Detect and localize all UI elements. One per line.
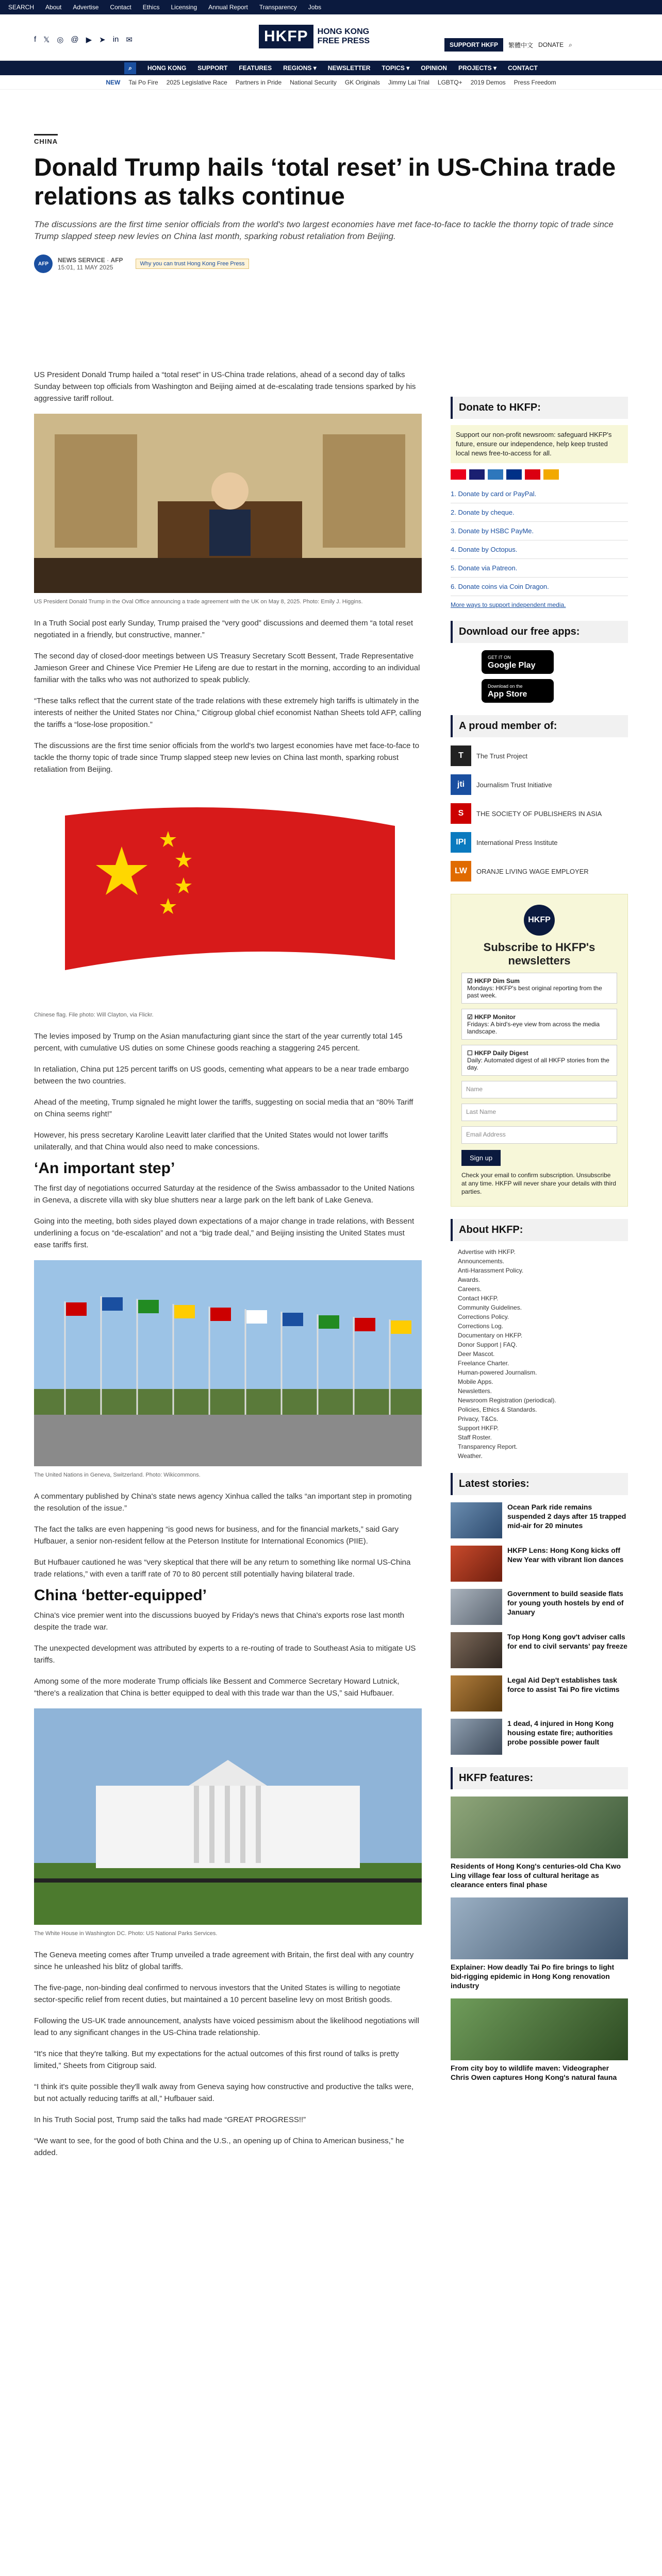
paragraph: Going into the meeting, both sides played down expectations of a major change in trade relations, with Bessent underlining a focus on “de-escalation” and not a “big trade deal,” and Beijing insisting the United States must ease tariffs first. xyxy=(34,1217,415,1249)
latest-story[interactable]: Government to build seaside flats for young youth hostels by end of January xyxy=(451,1589,628,1625)
trending-link[interactable]: National Security xyxy=(290,78,337,86)
newsletter-logo: HKFP xyxy=(524,905,555,936)
latest-story[interactable]: 1 dead, 4 injured in Hong Kong housing estate fire; authorities probe possible power fault xyxy=(451,1719,628,1755)
feature-story[interactable]: Explainer: How deadly Tai Po fire brings to light bid-rigging epidemic in Hong Kong renovation industry xyxy=(451,1897,628,1990)
photo-caption: Chinese flag. File photo: Will Clayton, via Flickr. xyxy=(34,1012,154,1018)
trending-bar xyxy=(0,75,662,90)
support-hkfp-button[interactable]: SUPPORT HKFP xyxy=(444,38,503,52)
newsletter-option[interactable]: ☑ HKFP Dim Sum Mondays: HKFP's best original reporting from the past week. xyxy=(461,973,617,1004)
threads-icon[interactable]: @ xyxy=(71,35,79,44)
donate-option[interactable]: 3. Donate by HSBC PayMe. xyxy=(451,522,628,540)
paragraph: Following the US-UK trade announcement, analysts have voiced pessimism about the likelihood negotiations will lead to any significant changes in the US-China trade relationship. xyxy=(34,2016,420,2037)
linkedin-icon[interactable]: in xyxy=(112,35,119,44)
member-jti[interactable]: jti Journalism Trust Initiative xyxy=(451,774,628,795)
member-ipi[interactable]: IPI International Press Institute xyxy=(451,832,628,853)
facebook-icon[interactable]: f xyxy=(34,35,37,44)
paragraph: A commentary published by China's state news agency Xinhua called the talks “an important step in promoting the resolution of the issue.” xyxy=(34,1492,412,1513)
about-link[interactable]: Privacy, T&Cs. xyxy=(458,1415,499,1422)
paragraph: Ahead of the meeting, Trump signaled he might lower the tariffs, suggesting on social media that an “80% Tariff on China seems right!” xyxy=(34,1098,413,1118)
un-geneva-illustration xyxy=(34,1260,422,1466)
top-link[interactable]: Ethics xyxy=(142,4,160,11)
paragraph: The five-page, non-binding deal confirmed to nervous investors that the United States is willing to negotiate sector-specific relief from recent duties, but maintained a 10 percent baseline levy on most British goods. xyxy=(34,1984,401,2004)
youtube-icon[interactable]: ▶ xyxy=(86,36,92,44)
top-link[interactable]: Annual Report xyxy=(208,4,248,11)
about-link[interactable]: Freelance Charter. xyxy=(458,1360,509,1367)
author-avatar: AFP xyxy=(34,255,53,273)
paragraph: The second day of closed-door meetings between US Treasury Secretary Scott Bessent, Trade Representative Jamieson Greer and Chinese Vice Premier He Lifeng are due to restart in the morning, according to an individual familiar with the talks who was not authorized to speak publicly. xyxy=(34,652,420,684)
donate-option[interactable]: 5. Donate via Patreon. xyxy=(451,559,628,578)
photo-caption: US President Donald Trump in the Oval Office announcing a trade agreement with the UK on May 8, 2025. Photo: Emily J. Higgins. xyxy=(34,599,363,605)
agency-name: AFP xyxy=(110,257,123,264)
chinese-flag-illustration xyxy=(34,785,422,1006)
social-links xyxy=(34,35,133,44)
about-link[interactable]: Staff Roster. xyxy=(458,1434,492,1441)
feature-image xyxy=(451,1998,628,2060)
about-link[interactable]: Announcements. xyxy=(458,1258,505,1265)
paragraph: However, his press secretary Karoline Leavitt later clarified that the United States would not lower tariffs unilaterally, and that China would also need to make concessions. xyxy=(34,1131,388,1151)
octopus-icon xyxy=(543,469,559,480)
top-link[interactable]: SEARCH xyxy=(8,4,35,11)
masthead xyxy=(0,14,662,61)
search-icon[interactable]: ⌕ xyxy=(569,41,572,48)
sidebar xyxy=(451,397,628,2094)
about-link[interactable]: Mobile Apps. xyxy=(458,1378,493,1385)
photo-white-house xyxy=(34,1708,422,1925)
search-icon[interactable]: ⌕ xyxy=(124,62,136,74)
article-standfirst: The discussions are the first time senior officials from the world's two largest economies have met face-to-face to tackle the thorny topic of trade since Trump slapped steep new levies on China last month, sparking robust retaliation from Beijing. xyxy=(34,219,614,241)
article-title: Donald Trump hails ‘total reset’ in US-China trade relations as talks continue xyxy=(34,154,616,210)
latest-story[interactable]: Ocean Park ride remains suspended 2 days after 15 trapped mid-air for 20 minutes xyxy=(451,1502,628,1538)
feature-story[interactable]: From city boy to wildlife maven: Videographer Chris Owen captures Hong Kong's natural fauna xyxy=(451,1998,628,2082)
paragraph: “I think it's quite possible they'll walk away from Geneva saying how constructive and productive the talks were, but not actually reducing tariffs at all,” Hufbauer said. xyxy=(34,2082,414,2103)
main-nav xyxy=(0,61,662,75)
widget-title: A proud member of: xyxy=(451,715,628,737)
nav-item[interactable]: SUPPORT xyxy=(197,64,228,72)
story-thumbnail xyxy=(451,1632,502,1668)
instagram-icon[interactable]: ◎ xyxy=(57,36,64,44)
trending-link[interactable]: Tai Po Fire xyxy=(128,78,158,86)
story-thumbnail xyxy=(451,1719,502,1755)
about-link[interactable]: Careers. xyxy=(458,1285,482,1293)
about-list xyxy=(458,1247,628,1461)
widget-title: Latest stories: xyxy=(451,1473,628,1495)
section-heading: China ‘better-equipped’ xyxy=(34,1587,207,1604)
byline-text: NEWS SERVICE · AFP 15:01, 11 MAY 2025 xyxy=(58,257,123,271)
about-link[interactable]: Documentary on HKFP. xyxy=(458,1332,523,1339)
nav-item[interactable]: TOPICS ▾ xyxy=(382,64,410,72)
logo-mark: HKFP xyxy=(259,25,313,48)
donate-option[interactable]: 6. Donate coins via Coin Dragon. xyxy=(451,578,628,596)
paragraph: The discussions are the first time senior officials from the world's two largest economies have met face-to-face to tackle the thorny topic of trade since Trump slapped steep new levies on China last month, sparking robust retaliation from Beijing. xyxy=(34,741,420,774)
amex-icon xyxy=(488,469,503,480)
latest-story[interactable]: Top Hong Kong gov't adviser calls for end to civil servants' pay freeze xyxy=(451,1632,628,1668)
paragraph: “We want to see, for the good of both China and the U.S., an opening up of China to American business,” he added. xyxy=(34,2137,404,2157)
payment-icons xyxy=(451,469,628,480)
mastercard-icon xyxy=(451,469,466,480)
article-header xyxy=(34,134,628,273)
photo-chinese-flag xyxy=(34,785,422,1006)
top-link[interactable]: Advertise xyxy=(73,4,99,11)
widget-title: Download our free apps: xyxy=(451,621,628,643)
nav-item[interactable]: OPINION xyxy=(421,64,447,72)
about-link[interactable]: Corrections Log. xyxy=(458,1323,504,1330)
trending-link[interactable]: Jimmy Lai Trial xyxy=(388,78,429,86)
email-input[interactable]: Email Address xyxy=(461,1126,617,1144)
newsletter-option[interactable]: ☑ HKFP Monitor Fridays: A bird's-eye view from across the media landscape. xyxy=(461,1009,617,1040)
membership-widget xyxy=(451,715,628,882)
paragraph: In his Truth Social post, Trump said the talks had made “GREAT PROGRESS!!” xyxy=(34,2115,306,2124)
nav-item[interactable]: CONTACT xyxy=(508,64,538,72)
story-thumbnail xyxy=(451,1589,502,1625)
donate-widget xyxy=(451,397,628,608)
paragraph: The first day of negotiations occurred Saturday at the residence of the Swiss ambassador to the United Nations in Geneva, a discrete villa with sky blue shutters near a large park on the left bank of Lake Geneva. xyxy=(34,1184,415,1205)
photo-oval-office xyxy=(34,414,422,593)
about-link[interactable]: Advertise with HKFP. xyxy=(458,1248,516,1256)
nav-item[interactable]: HONG KONG xyxy=(147,64,187,72)
member-living-wage[interactable]: LW ORANJE LIVING WAGE EMPLOYER xyxy=(451,861,628,882)
nav-item[interactable]: FEATURES xyxy=(239,64,272,72)
about-link[interactable]: Policies, Ethics & Standards. xyxy=(458,1406,537,1413)
paragraph: “These talks reflect that the current state of the trade relations with these extremely high tariffs is ultimately in the interests of neither the United States nor China,” Citigroup global chief economist Nathan Sheets told AFP, calling the tariffs a “lose-lose proposition.” xyxy=(34,697,421,729)
name-input[interactable]: Name xyxy=(461,1081,617,1098)
photo-caption: The United Nations in Geneva, Switzerland. Photo: Wikicommons. xyxy=(34,1472,201,1478)
new-label: NEW xyxy=(106,78,121,86)
trending-link[interactable]: Partners in Pride xyxy=(235,78,282,86)
top-link[interactable]: Transparency xyxy=(259,4,297,11)
trust-link[interactable]: Why you can trust Hong Kong Free Press xyxy=(136,259,250,269)
donate-option[interactable]: 4. Donate by Octopus. xyxy=(451,540,628,559)
chinese-edition-link[interactable]: 繁體中文 xyxy=(508,41,534,49)
paragraph: “It's nice that they're talking. But my expectations for the actual outcomes of this first round of talks is pretty limited,” Sheets from Citigroup said. xyxy=(34,2049,399,2070)
about-link[interactable]: Support HKFP. xyxy=(458,1425,499,1432)
feature-story[interactable]: Residents of Hong Kong's centuries-old Cha Kwo Ling village fear loss of cultural heritage as clearance enters final phase xyxy=(451,1797,628,1889)
photo-caption: The White House in Washington DC. Photo: US National Parks Services. xyxy=(34,1930,218,1937)
payme-icon xyxy=(525,469,540,480)
story-thumbnail xyxy=(451,1675,502,1711)
paragraph: In retaliation, China put 125 percent tariffs on US goods, cementing what appears to be a near trade embargo between the two countries. xyxy=(34,1065,409,1086)
trending-link[interactable]: 2025 Legislative Race xyxy=(166,78,227,86)
about-link[interactable]: Newsletters. xyxy=(458,1387,492,1395)
donate-option[interactable]: 1. Donate by card or PayPal. xyxy=(451,485,628,503)
last-name-input[interactable]: Last Name xyxy=(461,1104,617,1121)
app-store-badge[interactable]: Download on the App Store xyxy=(482,679,628,703)
paragraph: The fact the talks are even happening “is good news for business, and for the financial markets,” said Gary Hufbauer, a senior non-resident fellow at the Peterson Institute for International Economics (PIIE). xyxy=(34,1525,399,1546)
about-link[interactable]: Anti-Harassment Policy. xyxy=(458,1267,524,1274)
apps-widget xyxy=(451,621,628,703)
features-widget xyxy=(451,1767,628,2082)
top-link[interactable]: Jobs xyxy=(308,4,322,11)
nav-item[interactable]: REGIONS ▾ xyxy=(283,64,317,72)
donate-link[interactable]: DONATE xyxy=(538,41,564,48)
about-link[interactable]: Newsroom Registration (periodical). xyxy=(458,1397,556,1404)
author-name[interactable]: NEWS SERVICE xyxy=(58,257,105,264)
nav-item[interactable]: PROJECTS ▾ xyxy=(458,64,496,72)
latest-story[interactable]: Legal Aid Dep't establishes task force to assist Tai Po fire victims xyxy=(451,1675,628,1711)
about-link[interactable]: Human-powered Journalism. xyxy=(458,1369,537,1376)
section-heading: ‘An important step’ xyxy=(34,1160,175,1177)
trending-link[interactable]: GK Originals xyxy=(344,78,380,86)
trending-link[interactable]: 2019 Demos xyxy=(470,78,506,86)
donate-option[interactable]: 2. Donate by cheque. xyxy=(451,503,628,522)
widget-title: Donate to HKFP: xyxy=(451,397,628,419)
site-logo[interactable] xyxy=(259,25,370,48)
feature-image xyxy=(451,1897,628,1959)
paragraph: US President Donald Trump hailed a “total reset” in US-China trade relations, ahead of a second day of talks Sunday between top officials from Washington and Beijing aimed at de-escalating trade tensions sparked by his aggressive tariff rollout. xyxy=(34,370,416,403)
telegram-icon[interactable]: ➤ xyxy=(99,36,106,44)
feature-image xyxy=(451,1797,628,1858)
about-link[interactable]: Contact HKFP. xyxy=(458,1295,499,1302)
nav-item[interactable]: NEWSLETTER xyxy=(327,64,371,72)
paragraph: China's vice premier went into the discussions buoyed by Friday's news that China's exports rose last month despite the trade war. xyxy=(34,1611,405,1632)
paragraph: The Geneva meeting comes after Trump unveiled a trade agreement with Britain, the first deal with any country since he unleashed his blitz of global tariffs. xyxy=(34,1951,414,1971)
about-link[interactable]: Transparency Report. xyxy=(458,1443,518,1450)
story-thumbnail xyxy=(451,1546,502,1582)
widget-title: HKFP features: xyxy=(451,1767,628,1789)
signup-button[interactable]: Sign up xyxy=(461,1150,501,1166)
more-ways-link[interactable]: More ways to support independent media. xyxy=(451,601,566,608)
paragraph: The levies imposed by Trump on the Asian manufacturing giant since the start of the year currently total 145 percent, with cumulative US duties on some Chinese goods reaching a staggering 245 percent. xyxy=(34,1032,403,1053)
about-link[interactable]: Awards. xyxy=(458,1276,481,1283)
donate-blurb: Support our non-profit newsroom: safeguard HKFP's future, ensure our independence, help keep trusted local news free-to-access for all. xyxy=(451,425,628,463)
top-link[interactable]: About xyxy=(45,4,62,11)
google-play-badge[interactable]: GET IT ON Google Play xyxy=(482,650,628,674)
widget-title: About HKFP: xyxy=(451,1219,628,1241)
top-link[interactable]: Contact xyxy=(110,4,131,11)
story-thumbnail xyxy=(451,1502,502,1538)
newsletter-widget xyxy=(451,894,628,1207)
logo-text: HONG KONG FREE PRESS xyxy=(317,27,370,45)
twitter-icon[interactable]: 𝕏 xyxy=(43,36,50,44)
about-widget xyxy=(451,1219,628,1461)
latest-widget xyxy=(451,1473,628,1755)
paragraph: But Hufbauer cautioned he was “very skeptical that there will be any return to something like normal US-China trade relations,” with even a tariff rate of 70 to 80 percent still potentially having bilateral trade. xyxy=(34,1558,411,1579)
about-link[interactable]: Weather. xyxy=(458,1452,483,1460)
byline xyxy=(34,255,628,273)
paypal-icon xyxy=(506,469,522,480)
masthead-actions xyxy=(444,38,572,52)
visa-icon xyxy=(469,469,485,480)
paragraph: In a Truth Social post early Sunday, Trump praised the “very good” discussions and deemed them “a total reset negotiated in a friendly, but constructive, manner.” xyxy=(34,619,413,639)
newsletter-title: Subscribe to HKFP's newsletters xyxy=(483,941,595,967)
paragraph: Among some of the more moderate Trump officials like Bessent and Commerce Secretary Howard Lutnick, “there's a realization that China is better equipped to deal with this trade war than the US,” said Hufbauer. xyxy=(34,1677,400,1698)
white-house-illustration xyxy=(34,1708,422,1925)
member-sopa[interactable]: S THE SOCIETY OF PUBLISHERS IN ASIA xyxy=(451,803,628,824)
top-utility-bar xyxy=(0,0,662,14)
photo-un-geneva xyxy=(34,1260,422,1466)
about-link[interactable]: Corrections Policy. xyxy=(458,1313,509,1320)
about-link[interactable]: Deer Mascot. xyxy=(458,1350,495,1358)
article-body xyxy=(34,369,422,2168)
trending-link[interactable]: LGBTQ+ xyxy=(437,78,462,86)
latest-story[interactable]: HKFP Lens: Hong Kong kicks off New Year with vibrant lion dances xyxy=(451,1546,628,1582)
trending-link[interactable]: Press Freedom xyxy=(514,78,556,86)
top-link[interactable]: Licensing xyxy=(171,4,197,11)
about-link[interactable]: Donor Support | FAQ. xyxy=(458,1341,518,1348)
oval-office-illustration xyxy=(34,414,422,593)
email-icon[interactable]: ✉ xyxy=(126,36,133,44)
about-link[interactable]: Community Guidelines. xyxy=(458,1304,522,1311)
paragraph: The unexpected development was attributed by experts to a re-routing of trade to Southeast Asia to mitigate US tariffs. xyxy=(34,1644,416,1665)
newsletter-option[interactable]: ☐ HKFP Daily Digest Daily: Automated digest of all HKFP stories from the day. xyxy=(461,1045,617,1076)
member-trust-project[interactable]: T The Trust Project xyxy=(451,745,628,766)
donate-options xyxy=(451,485,628,596)
newsletter-note: Check your email to confirm subscription. Unsubscribe at any time. HKFP will never share your details with third parties. xyxy=(461,1172,616,1195)
publish-date: 15:01, 11 MAY 2025 xyxy=(58,264,113,271)
category-label[interactable]: CHINA xyxy=(34,134,58,145)
